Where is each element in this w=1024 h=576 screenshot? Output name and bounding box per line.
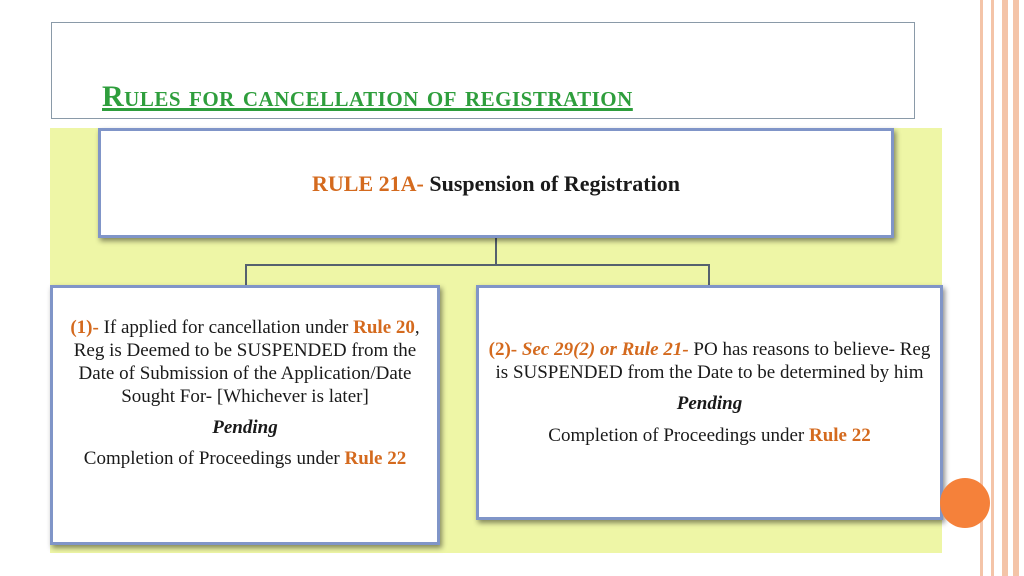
case-2-pending: Pending	[676, 393, 743, 414]
connector-line	[708, 264, 710, 286]
case-1-completion	[53, 447, 437, 470]
suspension-case-2-box	[476, 285, 943, 520]
connector-line	[495, 238, 497, 265]
case-1-completion-text: Completion of Proceedings under	[83, 448, 340, 469]
suspension-case-1-box	[50, 285, 440, 545]
case-2-section-ref: Sec 29(2) or Rule 21-	[521, 339, 689, 360]
case-1-description	[53, 316, 437, 408]
case-2-description	[479, 338, 940, 384]
case-1-rule-ref: Rule 20	[353, 317, 415, 338]
case-2-number: (2)-	[488, 339, 518, 360]
case-1-completion-rule: Rule 22	[344, 448, 407, 469]
case-1-pending: Pending	[212, 417, 278, 438]
decorative-circle	[940, 478, 990, 528]
rule-description: Suspension of Registration	[429, 171, 680, 196]
slide-title: Rules for cancellation of registration	[102, 80, 633, 113]
case-1-number: (1)-	[70, 317, 99, 338]
case-2-completion-rule: Rule 22	[808, 425, 871, 446]
rule-label: RULE 21A-	[312, 171, 424, 196]
case-2-completion	[479, 424, 940, 447]
case-2-completion-text: Completion of Proceedings under	[548, 425, 805, 446]
rule-21a-heading	[101, 171, 891, 197]
connector-line	[245, 264, 247, 286]
case-1-text-a: If applied for cancellation under	[103, 317, 349, 338]
connector-line	[245, 264, 710, 266]
case-2-text: PO has reasons to believe- Reg is SUSPENDED from the Date to be determined by him	[495, 339, 931, 383]
rule-21a-box	[98, 128, 894, 238]
case-1-text-b: , Reg is Deemed to be SUSPENDED from the Date of Submission of the Application/Date Sought For- [Whichever is later]	[73, 317, 420, 407]
